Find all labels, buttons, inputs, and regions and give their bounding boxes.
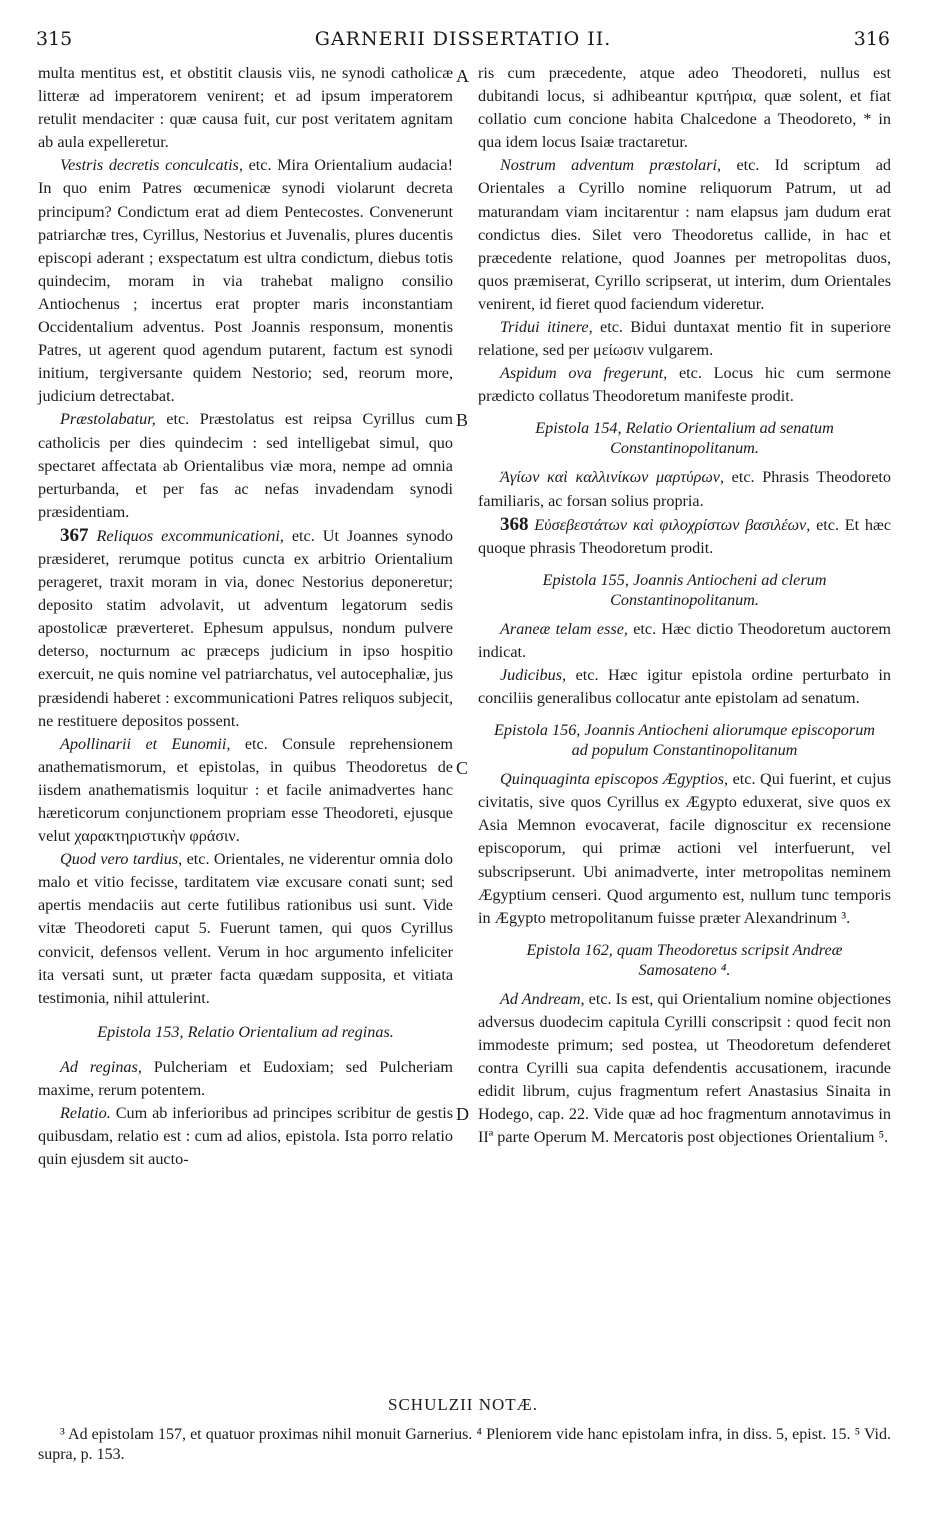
paragraph-text: Cum ab inferioribus ad principes scribitur de gestis quibusdam, relatio est : cum ad alios, epistola. Ista porro relatio quin ejusdem sit aucto- <box>38 1104 453 1169</box>
paragraph-text: etc. Id scriptum ad Orientales a Cyrillo nomine reliquorum Patrum, ut ad maturandam viam incitarentur : nam elapsus jam dudum erat condictus dies. Silet vero Theodoretus callide, in hac et præcedente relatione, quod Joannes per metropolitas duos, quos præmiserat, Cyrillo scripserat, ut interim, dum Orientales venirent, id fieret quod faciendum videretur. <box>478 156 891 313</box>
lemma: Vestris decretis conculcatis, <box>60 156 243 175</box>
paragraph-text: etc. Hæc dictio Theodoretum auctorem indicat. <box>478 619 891 661</box>
paragraph-text: etc. Consule reprehensionem anathematismorum, et epistolas, in quibus Theodoretus de iisdem anathematismis loquitur : et facile animadvertes hanc hæreticorum conjunctionem propriam esse Theodoreti, ejusque velut χαρακτηριστικὴν φράσιν. <box>38 734 453 846</box>
paragraph-text: etc. Bidui duntaxat mentio fit in superiore relatione, sed per μείωσιν vulgarem. <box>478 318 891 360</box>
right-column <box>478 62 891 1149</box>
paragraph-text: etc. Hæc igitur epistola ordine perturbato in conciliis generalibus collocatur ante epistolam ad senatum. <box>478 665 891 708</box>
paragraph-text: etc. Locus hic cum sermone prædicto collatus Theodoretum manifeste prodit. <box>478 364 891 406</box>
paragraph <box>38 408 453 523</box>
left-column <box>38 62 453 1171</box>
lemma: Ἁγίων καὶ καλλινίκων μαρτύρων, <box>500 468 725 487</box>
column-number: 367 <box>60 524 89 546</box>
epistola-heading: Epistola 162, quam Theodoretus scripsit Andreæ Samosateno ⁴. <box>526 940 843 979</box>
paragraph: ris cum præcedente, atque adeo Theodoreti, nullus est dubitandi locus, si adhibeantur κριτήρια, quæ solent, et fiat collatio cum concione habita Chalcedone a Theodoreto, * in qua idem locus Isaiæ tractaretur. <box>478 64 891 152</box>
lemma: Præstolabatur, <box>60 410 156 429</box>
paragraph <box>478 362 891 408</box>
page-number-left: 315 <box>36 28 73 50</box>
paragraph-text: etc. Is est, qui Orientalium nomine objectiones adversus duodecim capitula Cyrilli conscripsit : quod fecit non immodeste primum; sed postea, ut Theodoretum defenderet contra Cyrilli sua capita defendentis accusationem, iracunde edidit librum, cujus fragmentum refert Anastasius Sinaita in Hodego, cap. 22. Vide quæ ad hoc fragmentum annotavimus in IIª parte Operum M. Mercatoris post objectiones Orientalium ⁵. <box>478 989 892 1147</box>
paragraph-text: etc. Phrasis Theodoreto familiaris, ac forsan solius propria. <box>478 468 891 510</box>
lemma: Tridui itinere, <box>500 318 593 337</box>
lemma: Araneæ telam esse, <box>500 619 628 638</box>
lemma: Quinquaginta episcopos Ægyptios, <box>500 770 729 789</box>
lemma: Reliquos excommunicationi, <box>96 526 284 545</box>
paragraph-text: Pulcheriam et Eudoxiam; sed Pulcheriam maxime, rerum potentem. <box>38 1057 453 1099</box>
footnotes <box>38 1425 891 1465</box>
paragraph-text: etc. Mira Orientalium audacia! In quo enim Patres œcumenicæ synodi violarunt decreta principum? Condictum erat ad diem Pentecostes. Convenerunt patriarchæ tres, Cyrillus, Nestorius et Juvenalis, plures ducentis episcopi aderant ; exspectatum est ultra condictum, diebus totis quindecim, moram in via trahebat maligno consilio Antiochenus ; incertus erat propter maris inconstantiam Occidentalium adventus. Post Joannis responsum, monentis Patres, ut agerent quod agendum putarent, factum est synodi initium, tergiversante quidem Nestorio; sed, reorum more, judicium detrectabat. <box>38 156 453 406</box>
paragraph-text: etc. Orientales, ne viderentur omnia dolo malo et vitio fecisse, tarditatem viæ excusare conati sunt; sed apertis mendaciis aut certe futilibus rationibus usi sunt. Vide vitæ Theodoreti caput 5. Fuerunt tamen, qui quos Cyrillus convicit, defensos vellent. Verum in hoc argumento infeliciter ita versati sunt, ut præter facta quædam supposita, et vitiata testimonia, nihil attulerint. <box>38 850 453 1007</box>
footnote-text: ³ Ad epistolam 157, et quatuor proximas nihil monuit Garnerius. ⁴ Pleniorem vide hanc epistolam infra, in diss. 5, epist. 15. ⁵ Vid. supra, p. 153. <box>38 1426 891 1463</box>
column-number: 368 <box>500 513 529 535</box>
paragraph <box>38 524 453 733</box>
paragraph <box>38 154 453 408</box>
lemma: Ad Andream, <box>500 989 585 1008</box>
paragraph <box>478 316 891 362</box>
epistola-heading: Epistola 154, Relatio Orientalium ad senatum Constantinopolitanum. <box>535 419 834 458</box>
lemma: Relatio. <box>60 1104 111 1123</box>
margin-letter-d: D <box>456 1104 469 1124</box>
paragraph <box>38 733 453 848</box>
paragraph <box>478 154 891 316</box>
paragraph <box>478 988 891 1150</box>
lemma: Quod vero tardius, <box>60 850 183 869</box>
paragraph <box>478 466 891 512</box>
paragraph <box>38 1102 453 1171</box>
paragraph-text: etc. Ut Joannes synodo præsideret, rerumque potitus cuncta ex arbitrio Orientalium perageret, traxit moram in via, donec Nestorius deponeretur; deposito statim advolavit, ut adventum legatorum sedis apostolicæ præverteret. Ephesum appulsus, nondum pulvere deterso, nocturnum ac præceps judicium in ipso hospitio exercuit, ne quis nomine vel patriarchatus, vel autocephaliæ, jus præsidendi haberet : excommunicationi Patres reliquos subjecit, ne restituere depositos possent. <box>38 526 453 730</box>
paragraph-text: etc. Et hæc quoque phrasis Theodoretum prodit. <box>478 515 892 557</box>
lemma: Nostrum adventum præstolari, <box>500 156 722 175</box>
margin-letter-a: A <box>456 66 469 86</box>
running-title: GARNERII DISSERTATIO II. <box>314 28 612 50</box>
paragraph <box>478 768 891 930</box>
margin-letter-c: C <box>456 758 469 778</box>
notes-title: SCHULZII NOTÆ. <box>388 1395 538 1414</box>
page-header <box>36 28 890 58</box>
margin-letter-b: B <box>456 410 469 430</box>
paragraph <box>38 1056 453 1102</box>
epistola-heading: Epistola 155, Joannis Antiocheni ad clerum Constantinopolitanum. <box>542 570 827 609</box>
lemma: Judicibus, <box>500 665 567 684</box>
lemma: Aspidum ova fregerunt, <box>500 364 668 383</box>
page-number-right: 316 <box>853 28 890 50</box>
paragraph <box>478 513 891 560</box>
paragraph: multa mentitus est, et obstitit clausis viis, ne synodi catholicæ litteræ ad imperatorem venirent; et ad ipsum imperatorem retulit mendaciter : quæ causa fuit, cur post veritatem agnitam ab aula expelleretur. <box>38 64 453 152</box>
epistola-heading: Epistola 156, Joannis Antiocheni aliorumque episcoporum ad populum Constantinopolitanum <box>494 721 875 760</box>
lemma: Apollinarii et Eunomii, <box>60 734 231 753</box>
lemma: Εὐσεβεστάτων καὶ φιλοχρίστων βασιλέων, <box>534 515 811 534</box>
epistola-heading: Epistola 153, Relatio Orientalium ad reginas. <box>97 1022 394 1041</box>
paragraph <box>38 848 453 1010</box>
paragraph-text: etc. Qui fuerint, et cujus civitatis, sive quos Cyrillus ex Ægypto eduxerat, sive quos ex Asia Memnon evocaverat, facile dignoscitur ex recensione episcoporum, qui primæ actioni vel interfuerunt, vel subscripserunt. Ubi animadverte, inter metropolitas neminem Ægyptium censeri. Quod argumento est, nullum tunc temporis in Ægypto metropolitanum fuisse præter Alexandrinum ³. <box>478 770 891 927</box>
paragraph <box>478 664 891 710</box>
lemma: Ad reginas, <box>60 1057 142 1076</box>
paragraph <box>478 618 891 664</box>
paragraph-text: etc. Præstolatus est reipsa Cyrillus cum catholicis per dies quindecim : sed intelligebat simul, quo spectaret affectata ab Orientalibus viæ mora, nempe ad omnia perturbanda, et per fas ac nefas invadendam synodi præsidentiam. <box>38 410 453 521</box>
